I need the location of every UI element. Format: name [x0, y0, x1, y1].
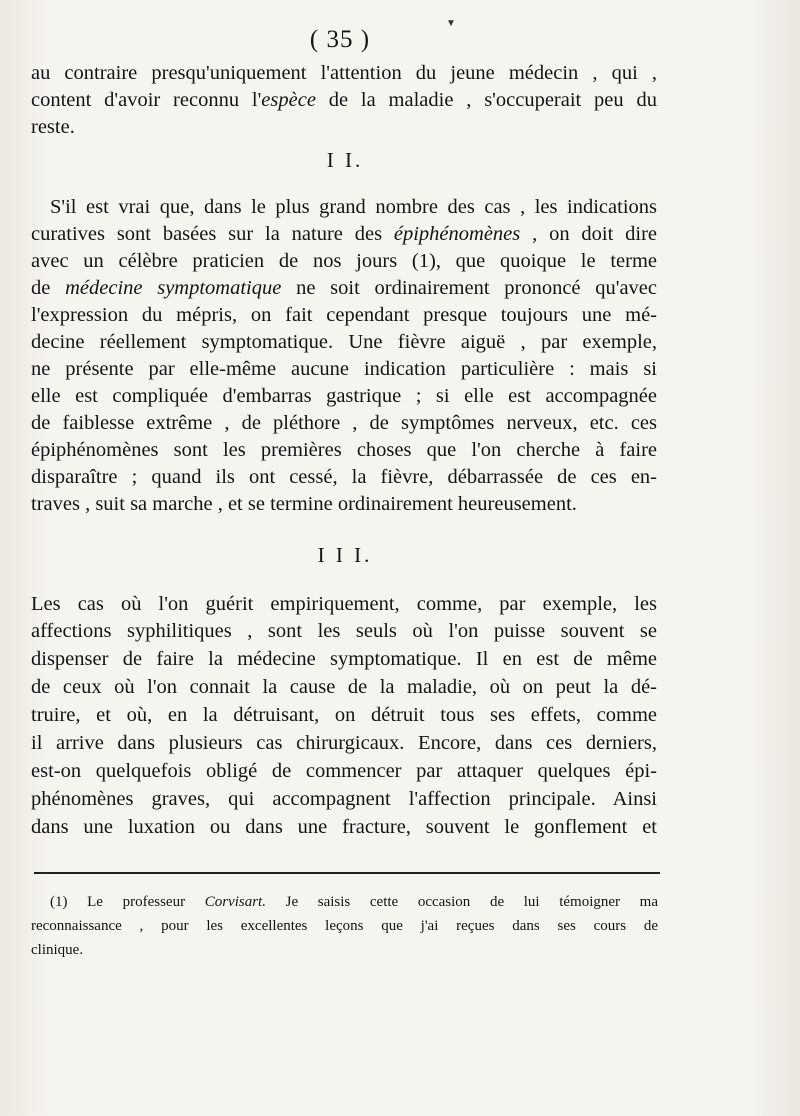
- text-line: l'expression du mépris, on fait cependant presque toujours une mé-: [31, 304, 657, 326]
- footnote-line: clinique.: [31, 942, 84, 958]
- text-line: truire, et où, en la détruisant, on détruit tous ses effets, comme: [31, 704, 657, 726]
- text-line: ne présente par elle-même aucune indication particulière : mais si: [31, 358, 657, 380]
- text-line: affections syphilitiques , sont les seuls où l'on puisse souvent se: [31, 620, 657, 642]
- text-line: de faiblesse extrême , de pléthore , de symptômes nerveux, etc. ces: [31, 412, 657, 434]
- text-line: elle est compliquée d'embarras gastrique ; si elle est accompagnée: [31, 385, 657, 407]
- text-line: curatives sont basées sur la nature des épiphénomènes , on doit dire: [31, 223, 657, 245]
- text-line: S'il est vrai que, dans le plus grand nombre des cas , les indications: [50, 196, 657, 218]
- footnote-line: (1) Le professeur Corvisart. Je saisis cette occasion de lui témoigner ma: [50, 894, 658, 910]
- page-number: ( 35 ): [309, 26, 371, 53]
- section-heading-3: I I I.: [317, 543, 373, 567]
- text-line: au contraire presqu'uniquement l'attention du jeune médecin , qui ,: [31, 62, 657, 84]
- ink-mark-icon: ▼: [446, 18, 456, 29]
- text-line: avec un célèbre praticien de nos jours (1), que quoique le terme: [31, 250, 657, 272]
- text-line: reste.: [31, 116, 75, 138]
- text-line: est-on quelquefois obligé de commencer par attaquer quelques épi-: [31, 760, 657, 782]
- text-line: disparaître ; quand ils ont cessé, la fièvre, débarrassée de ces en-: [31, 466, 657, 488]
- text-line: dispenser de faire la médecine symptomatique. Il en est de même: [31, 648, 657, 670]
- footnote-divider: [34, 872, 660, 874]
- footnote-line: reconnaissance , pour les excellentes leçons que j'ai reçues dans ses cours de: [31, 918, 658, 934]
- text-line: content d'avoir reconnu l'espèce de la maladie , s'occuperait peu du: [31, 89, 657, 111]
- text-line: de médecine symptomatique ne soit ordinairement prononcé qu'avec: [31, 277, 657, 299]
- text-line: traves , suit sa marche , et se termine ordinairement heureusement.: [31, 493, 577, 515]
- section-heading-2: I I.: [326, 148, 364, 172]
- text-line: épiphénomènes sont les premières choses que l'on cherche à faire: [31, 439, 657, 461]
- text-line: phénomènes graves, qui accompagnent l'affection principale. Ainsi: [31, 788, 657, 810]
- text-line: de ceux où l'on connait la cause de la maladie, où on peut la dé-: [31, 676, 657, 698]
- text-line: il arrive dans plusieurs cas chirurgicaux. Encore, dans ces derniers,: [31, 732, 657, 754]
- text-line: decine réellement symptomatique. Une fièvre aiguë , par exemple,: [31, 331, 657, 353]
- text-line: dans une luxation ou dans une fracture, souvent le gonflement et: [31, 816, 657, 838]
- text-line: Les cas où l'on guérit empiriquement, comme, par exemple, les: [31, 593, 657, 615]
